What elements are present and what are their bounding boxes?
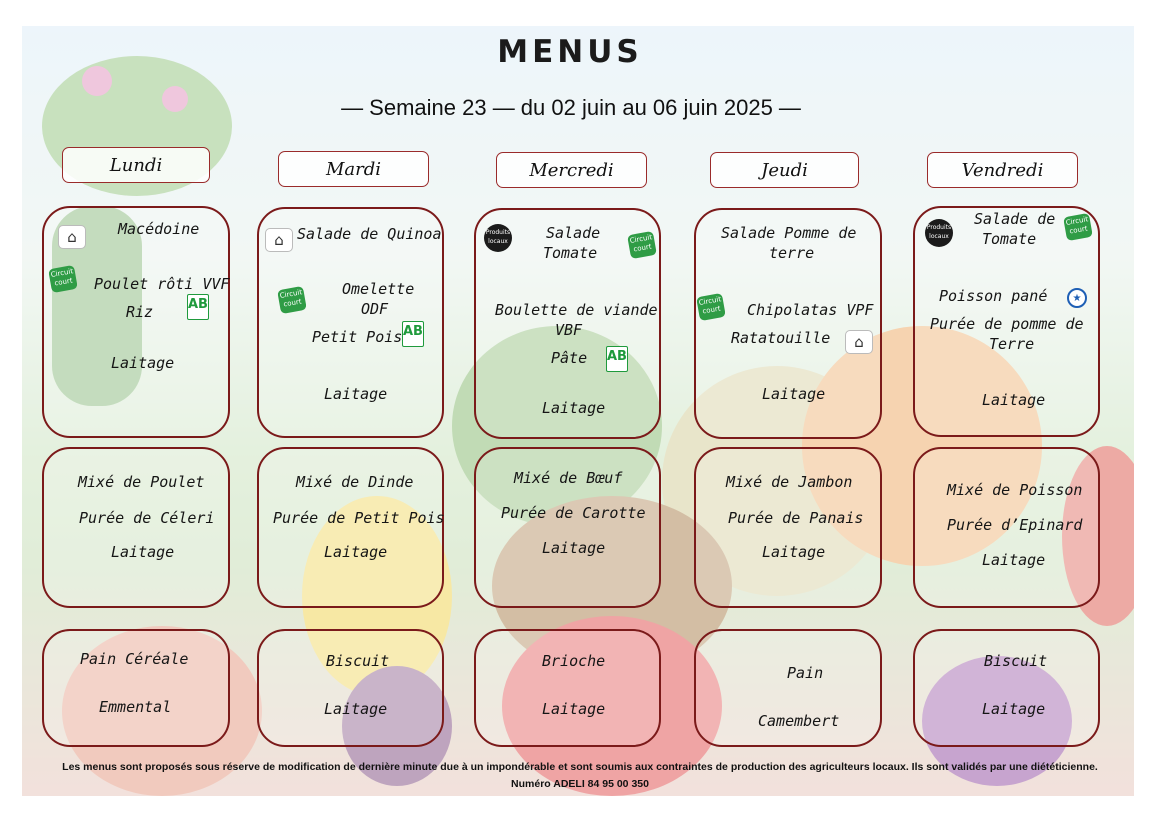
circuit-court-icon: Circuit court (1063, 213, 1093, 241)
menu-item: Terre (989, 335, 1035, 353)
menu-item: Tomate (982, 230, 1037, 248)
menu-item: Purée de pomme de (930, 315, 1084, 333)
menu-item: Laitage (982, 391, 1046, 409)
menu-item: Boulette de viande (495, 301, 658, 319)
day-header-vendredi: Vendredi (927, 152, 1078, 188)
menu-item: Laitage (982, 551, 1046, 569)
circuit-court-icon: Circuit court (627, 231, 657, 259)
house-icon: ⌂ (845, 330, 873, 354)
menu-item: Ratatouille (731, 329, 831, 347)
adeli-number: Numéro ADELI 84 95 00 350 (511, 778, 649, 790)
menu-item: Laitage (324, 385, 388, 403)
menu-item: Laitage (111, 354, 175, 372)
menu-item: Salade de Quinoa (297, 225, 442, 243)
menu-item: Salade Pomme de (721, 224, 857, 242)
menu-item: Laitage (324, 543, 388, 561)
menu-item: Laitage (762, 543, 826, 561)
menu-item: Petit Pois (312, 328, 403, 346)
menu-item: Laitage (111, 543, 175, 561)
menu-item: Laitage (542, 539, 606, 557)
bio-ab-icon: AB (402, 321, 424, 347)
menu-item: Omelette (342, 280, 415, 298)
menu-item: Salade de (974, 210, 1056, 228)
menu-item: Riz (126, 303, 154, 321)
quality-label-icon: ★ (1067, 288, 1087, 308)
circuit-court-icon: Circuit court (696, 293, 726, 321)
menu-item: Poisson pané (939, 287, 1048, 305)
menu-item: Chipolatas VPF (747, 301, 874, 319)
menu-box-mercredi-gouter (474, 629, 661, 747)
menu-item: Pâte (551, 349, 588, 367)
menu-item: Purée de Petit Pois (273, 509, 445, 527)
circuit-court-icon: Circuit court (277, 286, 307, 314)
menu-item: Laitage (542, 700, 606, 718)
menu-item: Mixé de Bœuf (514, 469, 623, 487)
menu-box-mardi-gouter (257, 629, 444, 747)
bio-ab-icon: AB (606, 346, 628, 372)
menu-item: Laitage (762, 385, 826, 403)
menu-item: Mixé de Jambon (726, 473, 853, 491)
menu-item: Mixé de Poulet (78, 473, 205, 491)
menu-box-jeudi-main (694, 208, 882, 439)
day-header-mardi: Mardi (278, 151, 429, 187)
menu-box-lundi-gouter (42, 629, 230, 747)
menu-item: Salade (546, 224, 601, 242)
menu-item: VBF (555, 321, 583, 339)
house-icon: ⌂ (58, 225, 86, 249)
menu-item: Purée de Céleri (79, 509, 215, 527)
circuit-court-icon: Circuit court (48, 265, 78, 293)
menu-item: Pain Céréale (80, 650, 189, 668)
menu-item: Camembert (758, 712, 840, 730)
menu-item: Mixé de Dinde (296, 473, 414, 491)
day-header-lundi: Lundi (62, 147, 210, 183)
menu-item: Purée de Carotte (501, 504, 646, 522)
menu-item: Laitage (542, 399, 606, 417)
menu-item: Emmental (99, 698, 172, 716)
menu-item: Poulet rôti VVF (94, 275, 230, 293)
produits-locaux-icon: Produits locaux (484, 224, 512, 252)
house-icon: ⌂ (265, 228, 293, 252)
day-header-jeudi: Jeudi (710, 152, 859, 188)
menu-item: Laitage (324, 700, 388, 718)
menu-item: terre (769, 244, 815, 262)
menu-box-jeudi-mixe (694, 447, 882, 608)
disclaimer-text: Les menus sont proposés sous réserve de modification de dernière minute due à un impondérable et sont soumis aux contraintes de production des agriculteurs locaux. Ils sont validés par une diététicienne. (62, 761, 1098, 773)
menu-box-mardi-mixe (257, 447, 444, 608)
page-title: MENUS (497, 34, 643, 70)
menu-box-lundi-mixe (42, 447, 230, 608)
menu-item: Mixé de Poisson (947, 481, 1083, 499)
produits-locaux-icon: Produits locaux (925, 219, 953, 247)
menu-item: Purée d’Epinard (947, 516, 1083, 534)
bio-ab-icon: AB (187, 294, 209, 320)
menu-item: Biscuit (326, 652, 390, 670)
menu-item: Tomate (543, 244, 598, 262)
menu-item: Laitage (982, 700, 1046, 718)
menu-item: Macédoine (118, 220, 200, 238)
day-header-mercredi: Mercredi (496, 152, 647, 188)
menu-item: Biscuit (984, 652, 1048, 670)
menu-item: Purée de Panais (728, 509, 864, 527)
week-subtitle: — Semaine 23 — du 02 juin au 06 juin 2025 — (341, 95, 801, 120)
menu-item: Pain (787, 664, 824, 682)
menu-box-vendredi-gouter (913, 629, 1100, 747)
menu-item: Brioche (542, 652, 606, 670)
menu-item: ODF (361, 300, 389, 318)
